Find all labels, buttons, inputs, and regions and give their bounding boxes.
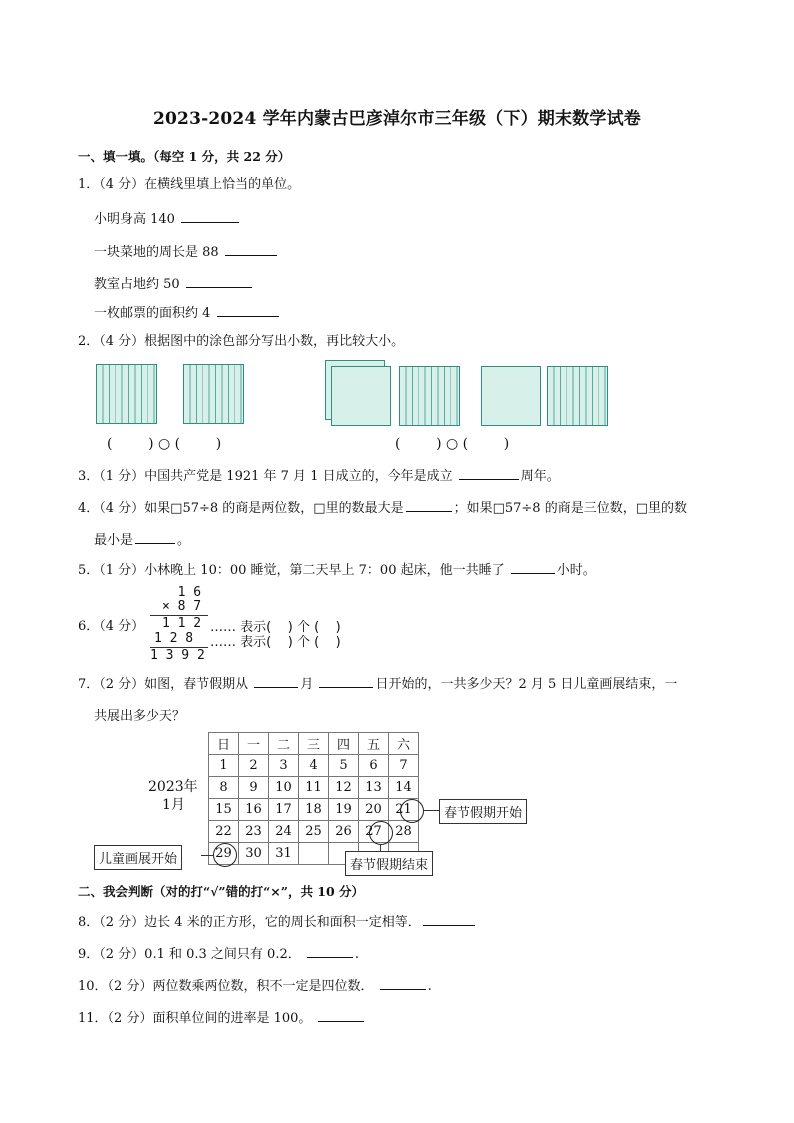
decimal-figure <box>93 360 613 456</box>
answer-blank[interactable] <box>423 912 475 926</box>
calendar-day: 28 <box>389 821 419 843</box>
calendar-week <box>209 799 419 821</box>
answer-blank[interactable] <box>225 242 277 256</box>
calendar-day: 27 <box>359 821 389 843</box>
question-4-cont: 最小是 。 <box>94 529 190 548</box>
calc-note-1[interactable]: …… 表示( ) 个 ( ) <box>210 620 341 635</box>
calendar-day: 18 <box>299 799 329 821</box>
weekday-header: 四 <box>329 733 359 755</box>
calendar-day: 4 <box>299 755 329 777</box>
calendar-week <box>209 755 419 777</box>
weekday-header: 五 <box>359 733 389 755</box>
q1-line-3: 教室占地约 50 <box>94 273 254 292</box>
calendar-week <box>209 777 419 799</box>
answer-blank[interactable] <box>380 976 426 990</box>
calendar-day: 2 <box>239 755 269 777</box>
day-circle-21 <box>400 799 424 823</box>
page-title: 2023-2024 学年内蒙古巴彦淖尔市三年级（下）期末数学试卷 <box>152 109 641 129</box>
calendar-day: 22 <box>209 821 239 843</box>
calendar-day: 29 <box>209 843 239 865</box>
answer-blank[interactable] <box>511 560 555 574</box>
day-circle-29 <box>213 843 237 867</box>
question-10: 10．（2 分）两位数乘两位数，积不一定是四位数． . <box>78 976 432 996</box>
label-holiday-end: 春节假期结束 <box>345 851 433 876</box>
section-1-heading: 一、填一填。（每空 1 分，共 22 分） <box>78 149 291 164</box>
question-9: 9．（2 分）0.1 和 0.3 之间只有 0.2． . <box>78 944 359 964</box>
answer-blank[interactable] <box>459 466 519 480</box>
connector-line <box>423 810 439 811</box>
calendar-day: 11 <box>299 777 329 799</box>
calendar-day: 1 <box>209 755 239 777</box>
compare-right[interactable]: ( ) ○ ( ) <box>395 436 510 452</box>
q1-line-4: 一枚邮票的面积约 4 <box>94 302 281 321</box>
calendar-day: 25 <box>299 821 329 843</box>
calendar-day: 12 <box>329 777 359 799</box>
partly-shaded-square <box>96 364 157 424</box>
calendar-day <box>299 843 329 865</box>
partly-shaded-square <box>183 364 244 424</box>
calendar-day: 13 <box>359 777 389 799</box>
calendar-day: 10 <box>269 777 299 799</box>
weekday-header: 一 <box>239 733 269 755</box>
question-2: 2．（4 分）根据图中的涂色部分写出小数，再比较大小。 <box>78 334 405 349</box>
partly-shaded-square <box>399 366 460 426</box>
calendar-day: 19 <box>329 799 359 821</box>
question-8: 8．（2 分）边长 4 米的正方形，它的周长和面积一定相等． <box>78 912 477 932</box>
question-1: 1．（4 分）在横线里填上恰当的单位。 <box>78 177 301 192</box>
calendar-day: 6 <box>359 755 389 777</box>
answer-blank[interactable] <box>217 303 279 317</box>
weekday-header: 日 <box>209 733 239 755</box>
calendar-day: 15 <box>209 799 239 821</box>
calc-row-2: × 8 7 <box>162 599 202 614</box>
calendar-day: 7 <box>389 755 419 777</box>
question-6: 6．（4 分） <box>78 619 145 634</box>
question-7-cont: 共展出多少天？ <box>94 709 186 724</box>
calendar-day: 5 <box>329 755 359 777</box>
answer-blank[interactable] <box>318 1008 364 1022</box>
calendar-day: 30 <box>239 843 269 865</box>
connector-line <box>201 855 213 856</box>
q1-line-1: 小明身高 140 <box>94 208 241 227</box>
calc-row-5: 1 3 9 2 <box>150 648 205 663</box>
calendar-table <box>208 732 419 865</box>
calendar-day: 14 <box>389 777 419 799</box>
compare-left[interactable]: ( ) ○ ( ) <box>107 436 222 452</box>
answer-blank[interactable] <box>186 274 252 288</box>
calendar-day: 3 <box>269 755 299 777</box>
calendar-day: 26 <box>329 821 359 843</box>
calc-note-2[interactable]: …… 表示( ) 个 ( ) <box>210 635 341 650</box>
calendar-day: 9 <box>239 777 269 799</box>
weekday-header: 三 <box>299 733 329 755</box>
calendar-day: 8 <box>209 777 239 799</box>
answer-blank[interactable] <box>406 498 452 512</box>
section-2-heading: 二、我会判断（对的打“√”错的打“×”，共 10 分） <box>78 884 365 899</box>
calendar-header-row <box>209 733 419 755</box>
calendar-day: 17 <box>269 799 299 821</box>
calc-row-1: 1 6 <box>162 585 202 600</box>
calendar-year: 2023年 <box>148 779 198 795</box>
partly-shaded-square <box>547 366 608 426</box>
q1-line-2: 一块菜地的周长是 88 <box>94 241 279 260</box>
answer-blank[interactable] <box>254 674 298 688</box>
question-3: 3．（1 分）中国共产党是 1921 年 7 月 1 日成立的，今年是成立 周年。 <box>78 466 560 486</box>
shaded-square <box>481 366 541 426</box>
calendar-day: 23 <box>239 821 269 843</box>
calc-row-4: 1 2 8 <box>154 631 194 646</box>
calendar-day: 16 <box>239 799 269 821</box>
calendar-month: 1月 <box>162 797 185 813</box>
day-circle-27 <box>369 821 393 845</box>
weekday-header: 六 <box>389 733 419 755</box>
answer-blank[interactable] <box>135 530 175 544</box>
calc-row-3: 1 1 2 <box>162 616 202 631</box>
calendar-day: 20 <box>359 799 389 821</box>
question-4: 4．（4 分）如果□57÷8 的商是两位数，□里的数最大是 ；如果□57÷8 的商是三位数，□里的数 <box>78 498 687 518</box>
multiplication-figure <box>148 585 378 665</box>
answer-blank[interactable] <box>307 944 353 958</box>
shaded-square <box>331 366 391 426</box>
weekday-header: 二 <box>269 733 299 755</box>
label-holiday-start: 春节假期开始 <box>439 799 527 824</box>
question-7: 7．（2 分）如图，春节假期从 月 日开始的，一共多少天？2 月 5 日儿童画展结束，一 <box>78 674 677 694</box>
answer-blank[interactable] <box>319 674 373 688</box>
calendar-day: 21 <box>389 799 419 821</box>
calendar-day: 24 <box>269 821 299 843</box>
label-exhibit-start: 儿童画展开始 <box>94 845 182 870</box>
answer-blank[interactable] <box>181 209 239 223</box>
question-5: 5．（1 分）小林晚上 10：00 睡觉，第二天早上 7：00 起床，他一共睡了 小时。 <box>78 560 596 580</box>
calendar-day: 31 <box>269 843 299 865</box>
question-11: 11．（2 分）面积单位间的进率是 100。 <box>78 1008 366 1028</box>
